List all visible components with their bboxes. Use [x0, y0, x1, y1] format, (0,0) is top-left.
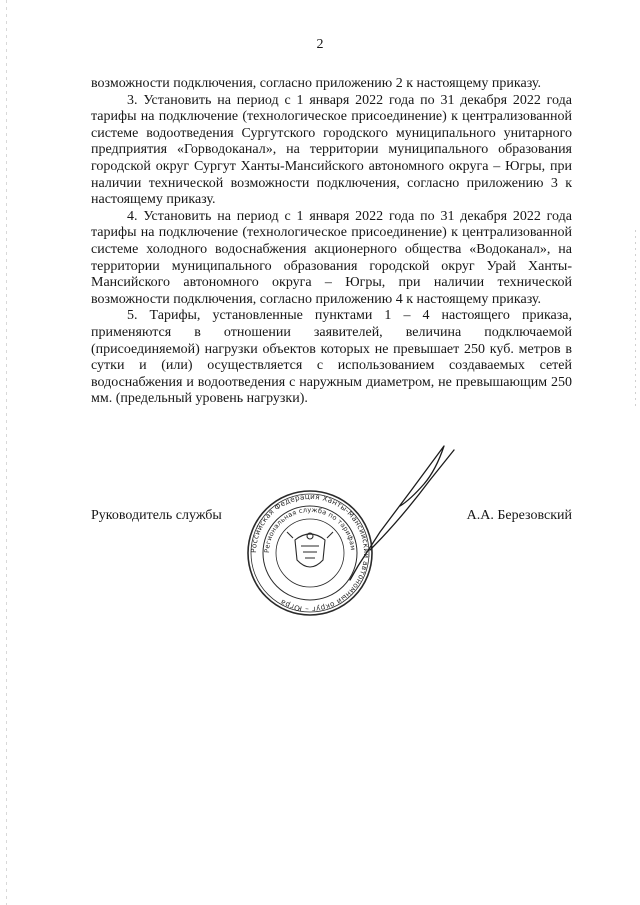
paragraph-item-5: 5. Тарифы, установленные пунктами 1 – 4 настоящего приказа, применяются в отношении заявителей, величина подключаемой (присоединяемой) нагрузки объектов которых не превышает 250 куб. метров в сутки и (или) осуществляется с использованием создаваемых сетей водоснабжения и водоотведения с наружным диаметром, не превышающим 250 мм. (предельный уровень нагрузки).: [91, 308, 572, 407]
scan-margin-line-left: [6, 0, 7, 905]
signatory-name: А.А. Березовский: [466, 508, 572, 523]
page-number: 2: [316, 37, 324, 52]
paragraph-item-3: 3. Установить на период с 1 января 2022 года по 31 декабря 2022 года тарифы на подключение (технологическое присоединение) к централизованной системе водоотведения Сургутского городского муниципального унитарного предприятия «Горводоканал», на территории муниципального образования городской округ Сургут Ханты-Мансийского автономного округа – Югры, при наличии технической возможности подключения, согласно приложению 3 к настоящему приказу.: [91, 92, 572, 208]
seal-emblem: [287, 532, 333, 567]
handwritten-signature: [340, 440, 460, 590]
signatory-title: Руководитель службы: [91, 508, 222, 523]
paragraph-item-4: 4. Установить на период с 1 января 2022 года по 31 декабря 2022 года тарифы на подключение (технологическое присоединение) к централизованной системе холодного водоснабжения акционерного общества «Водоканал», на территории муниципального образования городской округ Урай Ханты-Мансийского автономного округа – Югры, при наличии технической возможности подключения, согласно приложению 4 к настоящему приказу.: [91, 208, 572, 307]
document-body: [91, 76, 572, 408]
seal-outer-text: Российская Федерация Ханты-Мансийский автономный округ – Югра: [248, 491, 372, 615]
scan-margin-line-right: [635, 230, 636, 410]
seal-inner-text: Региональная служба по тарифам: [262, 505, 357, 554]
paragraph-continuation: возможности подключения, согласно приложению 2 к настоящему приказу.: [91, 76, 542, 91]
